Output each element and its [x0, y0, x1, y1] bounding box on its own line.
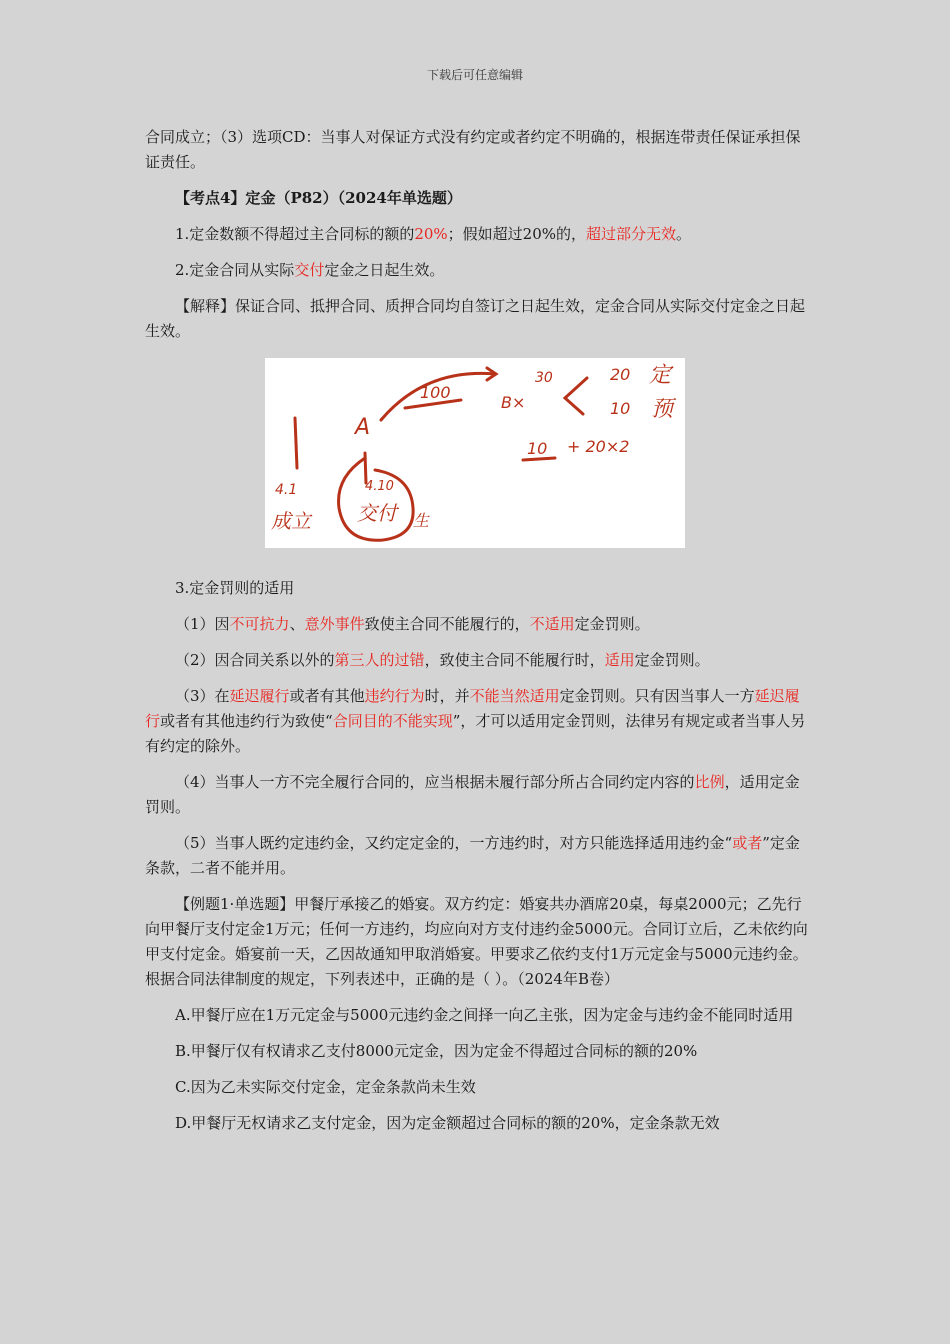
- highlight-delivery: 交付: [294, 261, 325, 279]
- sketch-label-100: 100: [420, 383, 451, 402]
- sketch-label-b: B×: [501, 393, 526, 412]
- sketch-label-yu: 预: [651, 397, 674, 422]
- rule-3-item-3: （3）在延迟履行或者有其他违约行为时，并不能当然适用定金罚则。只有因当事人一方延迟履行或者有其他违约行为致使“合同目的不能实现”，才可以适用定金罚则，法律另有规定或者当事人另有约定的除外。: [145, 687, 806, 755]
- rule-2: 2.定金合同从实际交付定金之日起生效。: [175, 261, 445, 279]
- highlight-20-percent: 20%: [414, 225, 448, 243]
- sketch-label-10: 10: [610, 399, 631, 418]
- highlight-excess-invalid: 超过部分无效: [586, 225, 677, 243]
- sketch-label-chengli: 成立: [271, 509, 311, 533]
- sketch-label-410: 4.10: [365, 479, 394, 494]
- sketch-label-sheng: 生: [413, 511, 430, 530]
- sketch-formula-rest: + 20×2: [567, 437, 630, 456]
- sketch-label-20: 20: [610, 365, 631, 384]
- sketch-formula-10: 10: [527, 439, 548, 458]
- document-body: [145, 125, 810, 1147]
- sketch-label-ding: 定: [649, 363, 672, 388]
- explanation-paragraph: 【解释】保证合同、抵押合同、质押合同均自签订之日起生效，定金合同从实际交付定金之日起生效。: [145, 297, 806, 340]
- sketch-label-30: 30: [535, 370, 553, 386]
- rule-3-item-5: （5）当事人既约定违约金，又约定定金的，一方违约时，对方只能选择适用违约金“或者”定金条款，二者不能并用。: [145, 834, 800, 877]
- sketch-label-a: A: [355, 415, 371, 440]
- option-d: D.甲餐厅无权请求乙支付定金，因为定金额超过合同标的额的20%，定金条款无效: [175, 1114, 720, 1132]
- section-title: 【考点4】定金（P82）（2024年单选题）: [175, 189, 462, 207]
- intro-paragraph: [145, 125, 810, 175]
- rule-1: 1.定金数额不得超过主合同标的额的20%；假如超过20%的，超过部分无效。: [175, 225, 692, 243]
- rule-3-title: 3.定金罚则的适用: [175, 579, 295, 597]
- option-a: A.甲餐厅应在1万元定金与5000元违约金之间择一向乙主张，因为定金与违约金不能同时适用: [175, 1006, 794, 1024]
- intro-text: 合同成立；（3）选项CD：当事人对保证方式没有约定或者约定不明确的，根据连带责任保证承担保证责任。: [145, 128, 801, 171]
- sketch-label-jiaofu: 交付: [357, 501, 397, 525]
- image-spacer: [145, 355, 810, 576]
- rule-3-item-4: （4）当事人一方不完全履行合同的，应当根据未履行部分所占合同约定内容的比例，适用定金罚则。: [145, 773, 800, 816]
- rule-3-item-1: （1）因不可抗力、意外事件致使主合同不能履行的，不适用定金罚则。: [175, 615, 650, 633]
- rule-3-item-2: （2）因合同关系以外的第三人的过错，致使主合同不能履行时，适用定金罚则。: [175, 651, 710, 669]
- option-c: C.因为乙未实际交付定金，定金条款尚未生效: [175, 1078, 476, 1096]
- page-header: 下载后可任意编辑: [426, 68, 523, 82]
- example-question: 【例题1·单选题】甲餐厅承接乙的婚宴。双方约定：婚宴共办酒席20桌，每桌2000元；乙先行向甲餐厅支付定金1万元；任何一方违约，均应向对方支付违约金5000元。合同订立后，乙未依约向甲支付定金。婚宴前一天，乙因故通知甲取消婚宴。甲要求乙依约支付1万元定金与5000元违约金。根据合同法律制度的规定，下列表述中，正确的是（ ）。（2024年B卷）: [145, 895, 808, 988]
- sketch-label-41: 4.1: [275, 482, 298, 498]
- option-b: B.甲餐厅仅有权请求乙支付8000元定金，因为定金不得超过合同标的额的20%: [175, 1042, 698, 1060]
